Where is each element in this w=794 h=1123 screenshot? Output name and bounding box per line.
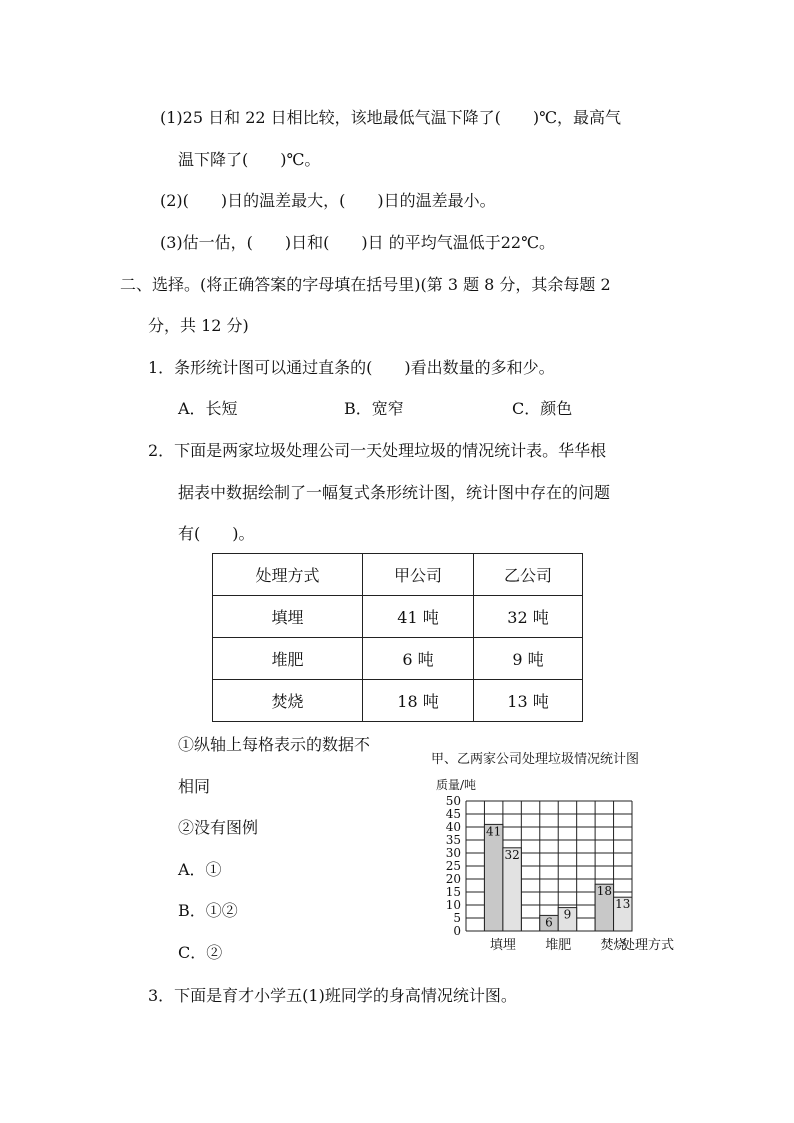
question2-option-c: C．② — [178, 943, 223, 962]
table-cell: 18 吨 — [363, 680, 474, 722]
table-cell: 填埋 — [213, 596, 363, 638]
statement1-line1: ①纵轴上每格表示的数据不 — [178, 735, 371, 754]
q1-line1: (1)25 日和 22 日相比较，该地最低气温下降了( )℃，最高气 — [160, 108, 622, 127]
table-row — [213, 680, 583, 722]
x-category-label: 堆肥 — [545, 938, 572, 953]
y-tick-label: 0 — [453, 924, 461, 938]
question2-stem-line2: 据表中数据绘制了一幅复式条形统计图，统计图中存在的问题 — [178, 483, 611, 502]
y-tick-label: 50 — [445, 794, 461, 808]
question2-stem-line3: 有( )。 — [178, 524, 255, 543]
table-cell: 41 吨 — [363, 596, 474, 638]
bar-company-a — [484, 824, 502, 931]
x-category-label: 焚烧 — [600, 938, 627, 953]
table-cell: 焚烧 — [213, 680, 363, 722]
y-tick-label: 25 — [445, 859, 461, 873]
question3-stem: 3．下面是育才小学五(1)班同学的身高情况统计图。 — [148, 986, 517, 1005]
table-header-cell: 乙公司 — [474, 554, 583, 596]
section2-heading-line1: 二、选择。(将正确答案的字母填在括号里)(第 3 题 8 分，其余每题 2 — [120, 275, 611, 294]
bar-data-label: 6 — [545, 915, 553, 930]
y-tick-label: 35 — [445, 833, 461, 847]
q1-line2: 温下降了( )℃。 — [178, 150, 321, 169]
q2-line: (2)( )日的温差最大，( )日的温差最小。 — [160, 191, 496, 210]
section2-heading-line2: 分，共 12 分) — [148, 316, 249, 335]
table-cell: 13 吨 — [474, 680, 583, 722]
statement2: ②没有图例 — [178, 818, 259, 837]
bar-data-label: 13 — [615, 897, 631, 912]
y-tick-label: 10 — [445, 898, 461, 912]
question2-stem-line1: 2．下面是两家垃圾处理公司一天处理垃圾的情况统计表。华华根 — [148, 441, 607, 460]
question1-option-a: A．长短 — [178, 399, 238, 418]
table-cell: 6 吨 — [363, 638, 474, 680]
bar-data-label: 18 — [596, 884, 612, 899]
y-tick-label: 45 — [445, 807, 461, 821]
table-header-cell: 处理方式 — [213, 554, 363, 596]
y-tick-label: 20 — [445, 872, 461, 886]
bar-data-label: 41 — [486, 824, 502, 839]
table-header-cell: 甲公司 — [363, 554, 474, 596]
chart-y-label: 质量/吨 — [436, 778, 477, 792]
question2-option-b: B．①② — [178, 901, 238, 920]
question1-option-c: C．颜色 — [512, 399, 573, 418]
question1-option-b: B．宽窄 — [344, 399, 404, 418]
chart-title: 甲、乙两家公司处理垃圾情况统计图 — [431, 752, 640, 767]
x-category-label: 填埋 — [489, 938, 516, 953]
table-row — [213, 638, 583, 680]
y-tick-label: 5 — [453, 911, 461, 925]
bar-data-label: 9 — [563, 907, 572, 922]
bar-chart — [420, 745, 700, 960]
y-tick-label: 15 — [445, 885, 461, 899]
table-cell: 堆肥 — [213, 638, 363, 680]
y-tick-label: 40 — [445, 820, 461, 834]
table-cell: 9 吨 — [474, 638, 583, 680]
question2-option-a: A．① — [178, 860, 222, 879]
question1-stem: 1．条形统计图可以通过直条的( )看出数量的多和少。 — [148, 358, 555, 377]
chart-x-label: 处理方式 — [622, 938, 675, 953]
bar-data-label: 32 — [504, 847, 520, 862]
table-row — [213, 596, 583, 638]
table-cell: 32 吨 — [474, 596, 583, 638]
statement1-line2: 相同 — [178, 777, 211, 796]
table-header-row — [213, 554, 583, 596]
statistics-table — [212, 553, 583, 722]
q3-line: (3)估一估，( )日和( )日 的平均气温低于22℃。 — [160, 233, 555, 252]
y-tick-label: 30 — [445, 846, 461, 860]
